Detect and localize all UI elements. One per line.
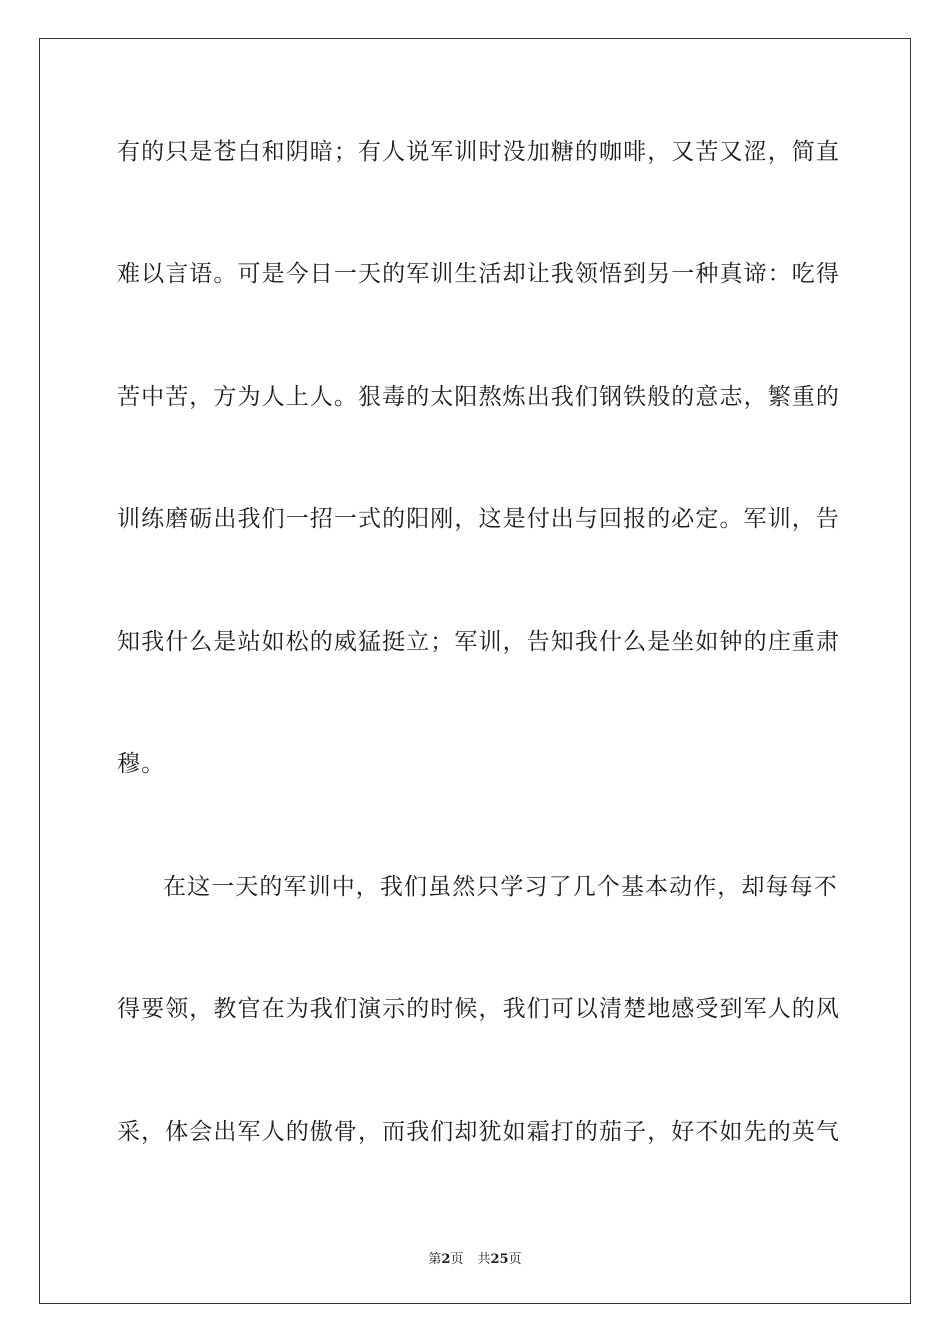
text-line-8: 得要领，教官在为我们演示的时候，我们可以清楚地感受到军人的风 — [117, 996, 840, 1022]
page-suffix: 页 — [450, 1252, 464, 1267]
text-line-7-indented: 在这一天的军训中，我们虽然只学习了几个基本动作，却每每不 — [163, 874, 838, 900]
total-page-number: 25 — [490, 1252, 509, 1267]
text-line-1: 有的只是苍白和阴暗；有人说军训时没加糖的咖啡，又苦又涩，简直 — [117, 139, 840, 165]
text-line-9: 采，体会出军人的傲骨，而我们却犹如霜打的茄子，好不如先的英气 — [117, 1119, 840, 1145]
current-page-number: 2 — [441, 1252, 451, 1267]
page-border — [39, 38, 911, 1304]
text-line-3: 苦中苦，方为人上人。狠毒的太阳熬炼出我们钢铁般的意志，繁重的 — [117, 384, 840, 410]
text-line-2: 难以言语。可是今日一天的军训生活却让我领悟到另一种真谛：吃得 — [117, 261, 840, 287]
total-prefix: 共 — [477, 1252, 491, 1267]
text-line-6: 穆。 — [117, 751, 166, 777]
text-line-4: 训练磨砺出我们一招一式的阳刚，这是付出与回报的必定。军训，告 — [117, 506, 840, 532]
page-footer — [0, 1248, 950, 1267]
page-prefix: 第 — [428, 1252, 442, 1267]
text-line-5: 知我什么是站如松的威猛挺立；军训，告知我什么是坐如钟的庄重肃 — [117, 629, 840, 655]
total-suffix: 页 — [508, 1252, 522, 1267]
